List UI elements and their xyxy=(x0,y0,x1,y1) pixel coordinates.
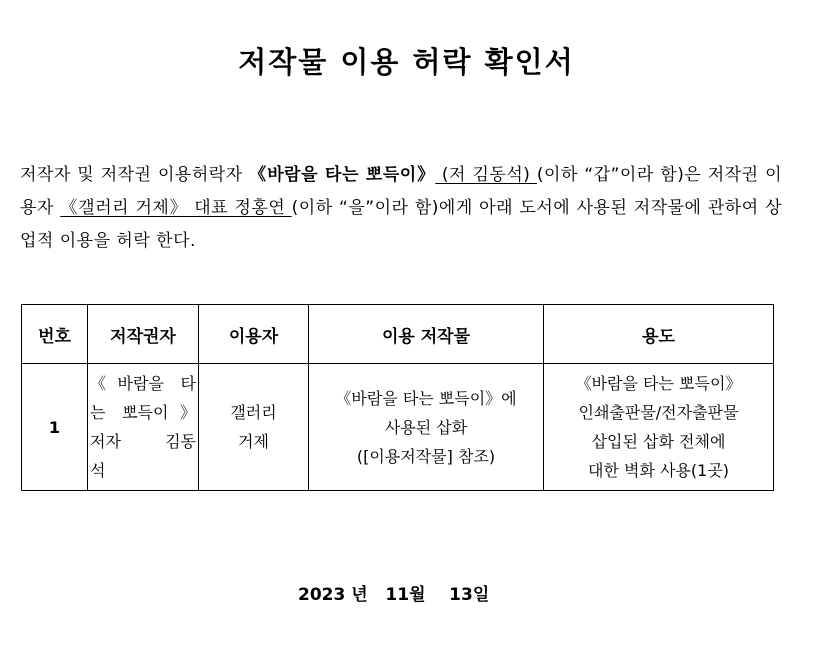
header-number: 번호 xyxy=(22,305,88,364)
header-purpose: 용도 xyxy=(544,305,774,364)
rights-holder-line: 《바람을 타 xyxy=(90,374,196,393)
row-number: 1 xyxy=(22,364,88,491)
author-note: (저 김동석) xyxy=(435,165,537,185)
table-header-row xyxy=(22,305,774,364)
document-date: 2023 년 11월 13일 xyxy=(298,585,490,605)
work-line: 사용된 삽화 xyxy=(384,417,468,437)
rights-holder-line: 석 xyxy=(90,461,106,480)
row-rights-holder xyxy=(88,364,199,491)
intro-paragraph xyxy=(20,159,782,258)
permission-table xyxy=(21,304,774,491)
rights-holder-line: 는 뽀득이》 xyxy=(90,403,196,422)
rights-holder-line: 저자 김동 xyxy=(90,432,196,451)
intro-text-3: (이하 “을”이라 함)에게 아래 도서에 사용된 저작물에 관하여 상업적 이용을 허락 한다. xyxy=(20,198,782,251)
work-line: ([이용저작물] 참조) xyxy=(356,446,496,466)
purpose-line: 인쇄출판물/전자출판물 xyxy=(578,403,739,422)
row-user xyxy=(199,364,309,491)
purpose-line: 《바람을 타는 뽀득이》 xyxy=(575,374,742,393)
header-rights-holder: 저작권자 xyxy=(88,305,199,364)
book-title: 《바람을 타는 뽀득이》 xyxy=(249,165,436,185)
header-user: 이용자 xyxy=(199,305,309,364)
header-work: 이용 저작물 xyxy=(309,305,544,364)
intro-text-2: (이하 “갑”이라 함)은 저작권 이용자 xyxy=(20,165,782,218)
user-line: 갤러리 xyxy=(230,403,277,422)
row-work xyxy=(309,364,544,491)
user-name: 《갤러리 거제》 대표 정홍연 xyxy=(60,198,292,218)
purpose-line: 삽입된 삽화 전체에 xyxy=(591,432,726,451)
user-line: 거제 xyxy=(238,432,269,451)
purpose-line: 대한 벽화 사용(1곳) xyxy=(587,461,730,480)
intro-text-1: 저작자 및 저작권 이용허락자 xyxy=(20,165,250,185)
work-line: 《바람을 타는 뽀득이》에 xyxy=(335,388,517,408)
table-row xyxy=(22,364,774,491)
document-title: 저작물 이용 허락 확인서 xyxy=(238,45,575,79)
row-purpose xyxy=(544,364,774,491)
